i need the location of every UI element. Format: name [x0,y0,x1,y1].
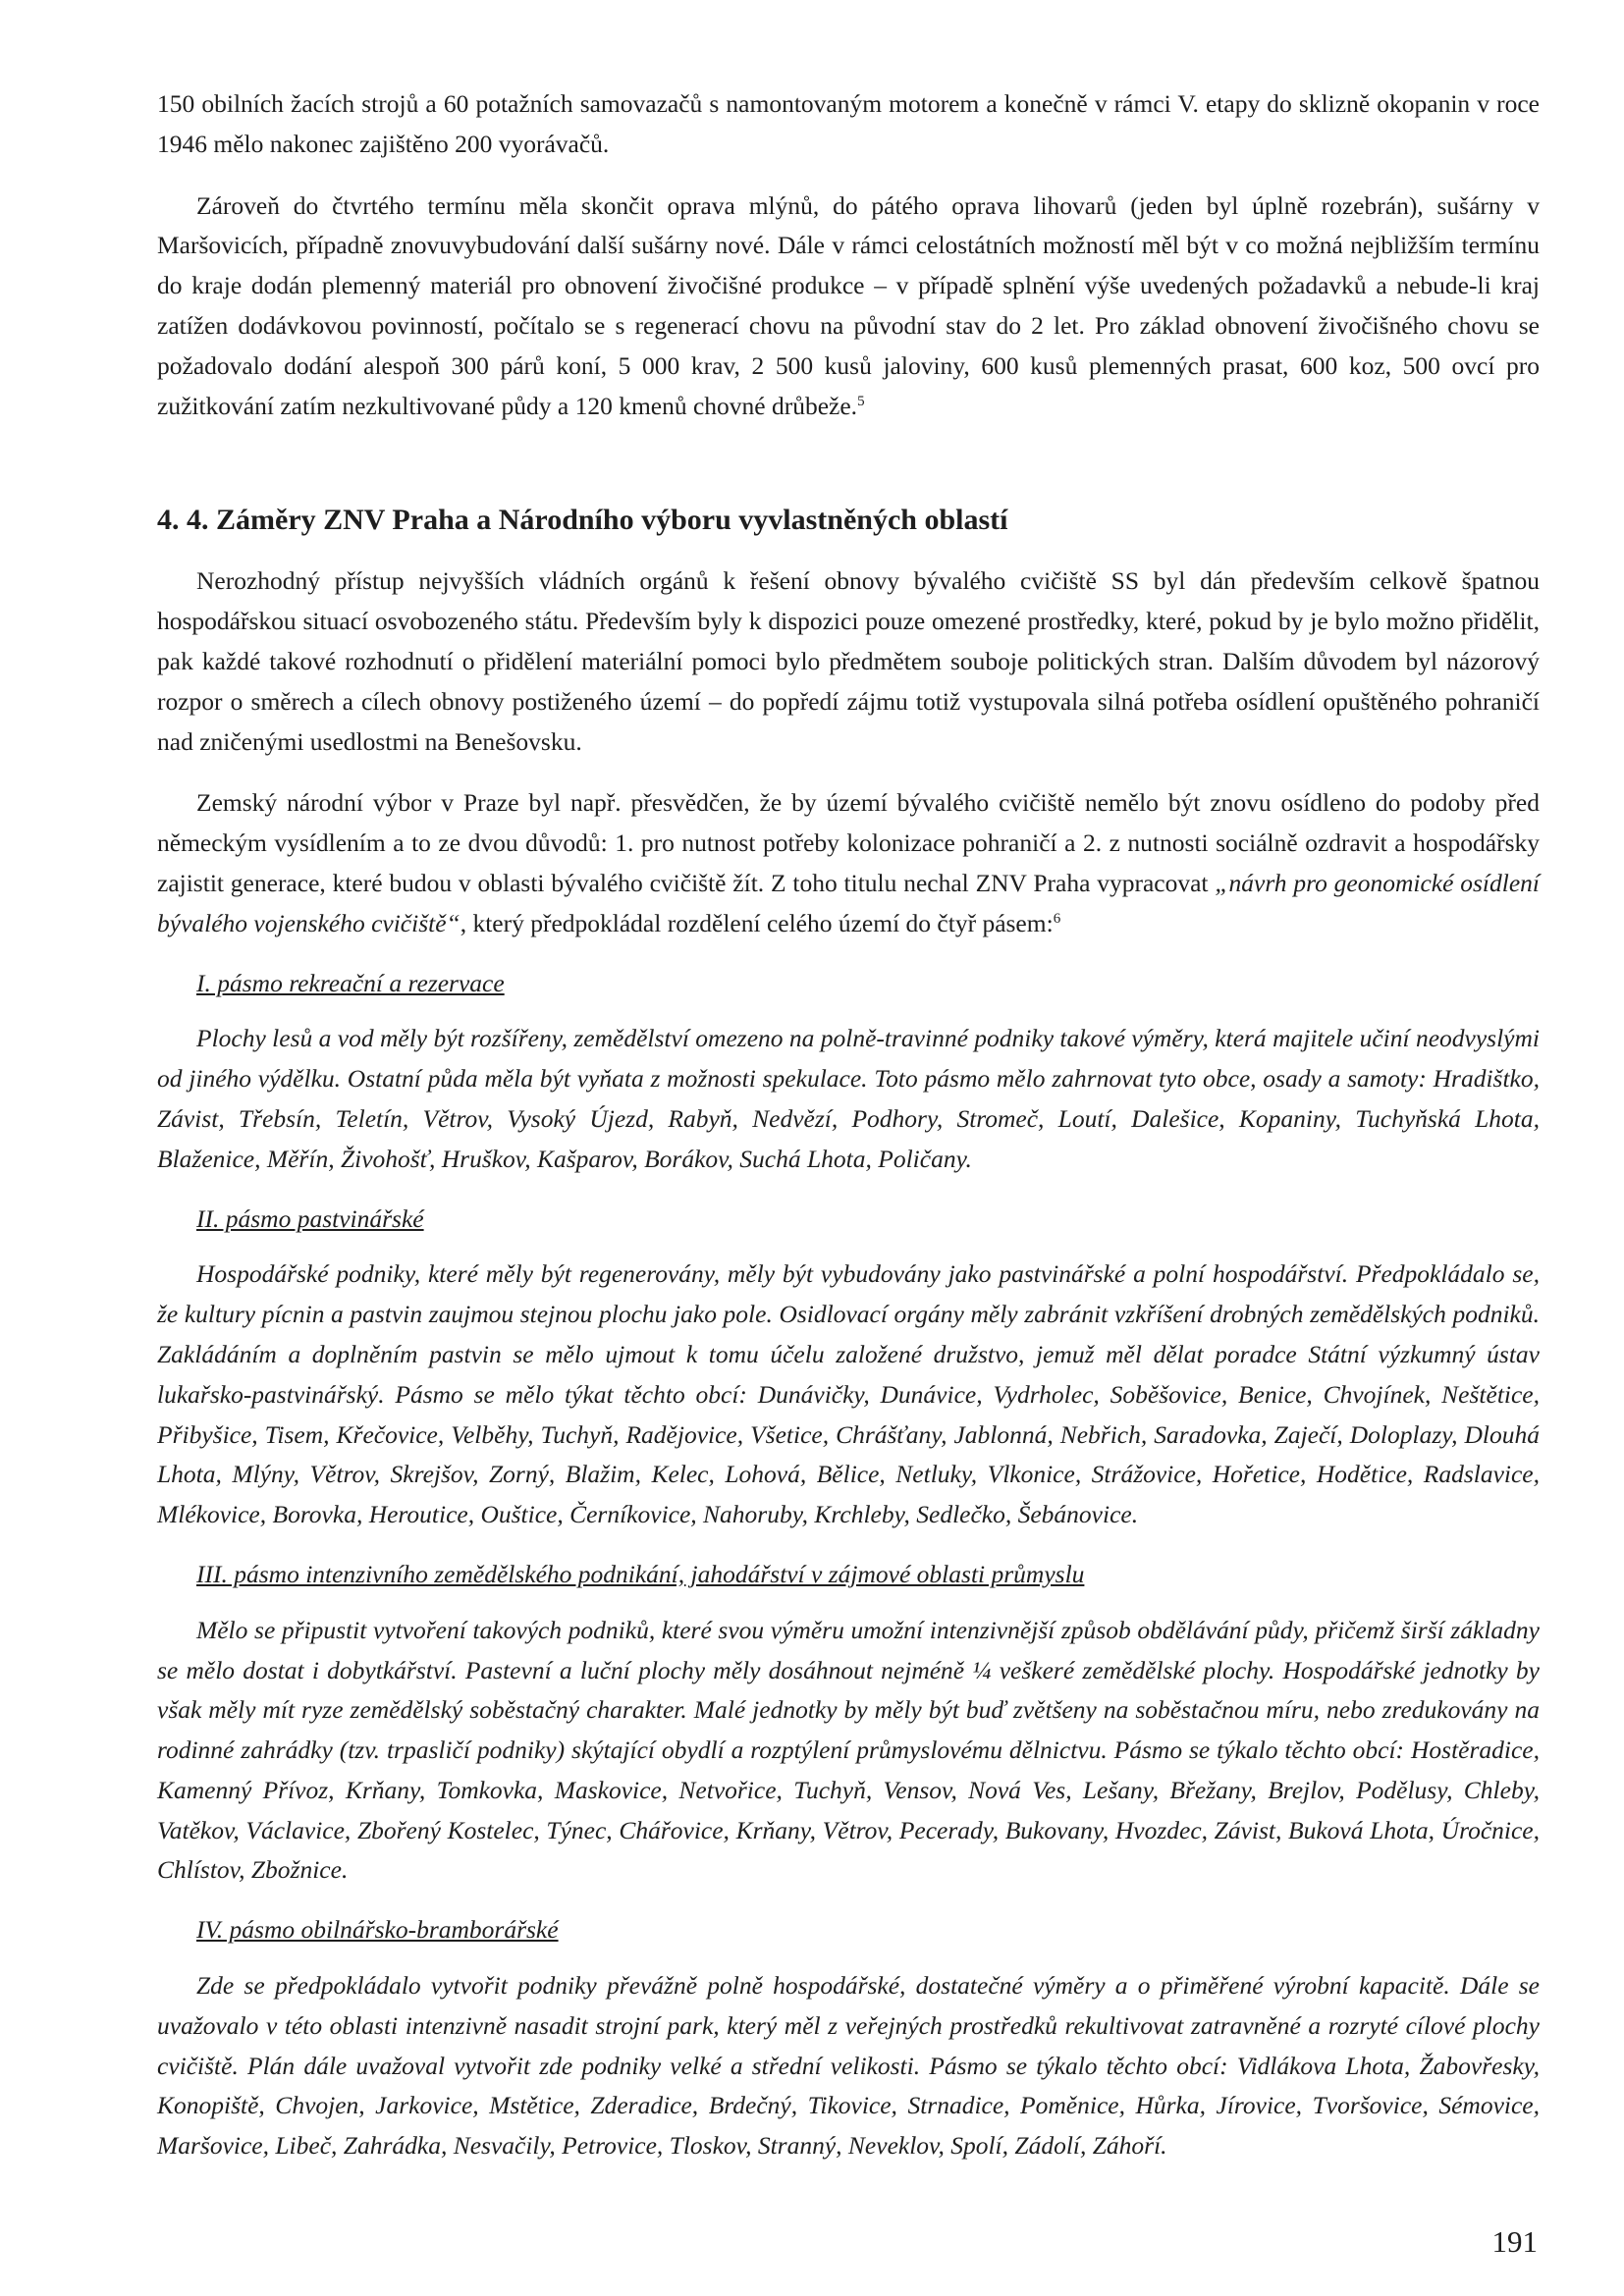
proposal-title: „návrh pro geonomické osídlení bývalého vojenského cvičiště“ [157,868,1540,937]
zone-text-3: Mělo se připustit vytvoření takových podniků, které svou výměru umožní intenzivnější způsob obdělávání půdy, přičemž širší základny se mělo dostat i dobytkářství. Pastevní a luční plochy měly dosáhnout nejméně ¼ veškeré zemědělské plochy. Hospodářské jednotky by však měly mít ryze zemědělský soběstačný charakter. Malé jednotky by měly být buď zvětšeny na soběstačnou míru, nebo zredukovány na rodinné zahrádky (tzv. trpasličí podniky) skýtající obydlí a rozptýlení průmyslovému dělnictvu. Pásmo se týkalo těchto obcí: Hostěradice, Kamenný Přívoz, Krňany, Tomkovka, Maskovice, Netvořice, Tuchyň, Vensov, Nová Ves, Lešany, Břežany, Brejlov, Podělusy, Chleby, Vatěkov, Václavice, Zbořený Kostelec, Týnec, Chářovice, Krňany, Větrov, Pecerady, Bukovany, Hvozdec, Závist, Buková Lhota, Úročnice, Chlístov, Zbožnice. [157,1615,1540,1885]
footnote-ref-5: 5 [857,393,865,409]
zone-title-1: I. pásmo rekreační a rezervace [196,968,505,997]
page-content [157,84,1540,2166]
paragraph-znv [157,783,1540,943]
zone-text-4: Zde se předpokládalo vytvořit podniky převážně polně hospodářské, dostatečné výměry a o přiměřené výrobní kapacitě. Dále se uvažovalo v této oblasti intenzivně nasadit strojní park, který měl z veřejných prostředků rekultivovat zatravněné a rozryté cílové plochy cvičiště. Plán dále uvažoval vytvořit zde podniky velké a střední velikosti. Pásmo se týkalo těchto obcí: Vidlákova Lhota, Žabovřesky, Konopiště, Chvojen, Jarkovice, Mstětice, Zderadice, Brdečný, Tikovice, Strnadice, Poměnice, Hůrka, Jírovice, Tvoršovice, Sémovice, Maršovice, Libeč, Zahrádka, Nesvačily, Petrovice, Tloskov, Stranný, Neveklov, Spolí, Zádolí, Záhoří. [157,1971,1540,2161]
paragraph-approach: Nerozhodný přístup nejvyšších vládních orgánů k řešení obnovy bývalého cvičiště SS byl dán především celkově špatnou hospodářskou situací osvobozeného státu. Především byly k dispozici pouze omezené prostředky, které, pokud by je bylo možno přidělit, pak každé takové rozhodnutí o přidělení materiální pomoci bylo předmětem souboje politických stran. Dalším důvodem byl názorový rozpor o směrech a cílech obnovy postiženého území – do popředí zájmu totiž vystupovala silná potřeba osídlení opuštěného pohraničí nad zničenými usedlostmi na Benešovsku. [157,566,1540,756]
section-heading: 4. 4. Záměry ZNV Praha a Národního výboru vyvlastněných oblastí [157,504,1008,537]
paragraph-znv-text: Zemský národní výbor v Praze byl např. přesvědčen, že by území bývalého cvičiště nemělo být znovu osídleno do podoby před německým vysídlením a to ze dvou důvodů: 1. pro nutnost potřeby kolonizace pohraničí a 2. z nutnosti sociálně ozdravit a hospodářsky zajistit generace, které budou v oblasti bývalého cvičiště žít. Z toho titulu nechal ZNV Praha vypracovat [157,788,1540,897]
zone-text-1: Plochy lesů a vod měly být rozšířeny, zemědělství omezeno na polně-travinné podniky takové výměry, která majitele učiní neodvyslými od jiného výdělku. Ostatní půda měla být vyňata z možnosti spekulace. Toto pásmo mělo zahrnovat tyto obce, osady a samoty: Hradištko, Závist, Třebsín, Teletín, Větrov, Vysoký Újezd, Rabyň, Nedvězí, Podhory, Stromeč, Loutí, Dalešice, Kopaniny, Tuchyňská Lhota, Blaženice, Měřín, Živohošť, Hruškov, Kašparov, Borákov, Suchá Lhota, Poličany. [157,1024,1540,1173]
footnote-ref-6: 6 [1053,910,1061,927]
paragraph-continuation: 150 obilních žacích strojů a 60 potažních samovazačů s namontovaným motorem a konečně v rámci V. etapy do sklizně okopanin v roce 1946 mělo nakonec zajištěno 200 vyorávačů. [157,89,1540,158]
paragraph-znv-end: , který předpokládal rozdělení celého území do čtyř pásem: [460,908,1054,937]
zone-title-3: III. pásmo intenzivního zemědělského podnikání, jahodářství v zájmové oblasti průmyslu [196,1559,1085,1588]
paragraph-repairs [157,187,1540,427]
page-number: 191 [1491,2224,1538,2259]
zone-title-4: IV. pásmo obilnářsko-bramborářské [196,1915,559,1945]
zone-text-2: Hospodářské podniky, které měly být regenerovány, měly být vybudovány jako pastvinářské a polní hospodářství. Předpokládalo se, že kultury pícnin a pastvin zaujmou stejnou plochu jako pole. Osidlovací orgány měly zabránit vzkříšení drobných zemědělských podniků. Zakládáním a doplněním pastvin se mělo ujmout k tomu účelu založené družstvo, jemuž měl dělat poradce Státní výzkumný ústav lukařsko-pastvinářský. Pásmo se mělo týkat těchto obcí: Dunávičky, Dunávice, Vydrholec, Soběšovice, Benice, Chvojínek, Neštětice, Přibyšice, Tisem, Křečovice, Velběhy, Tuchyň, Radějovice, Všetice, Chrášťany, Jablonná, Nebřich, Saradovka, Zaječí, Doloplazy, Dlouhá Lhota, Mlýny, Větrov, Skrejšov, Zorný, Blažim, Kelec, Lohová, Bělice, Netluky, Vlkonice, Strážovice, Hořetice, Hodětice, Radslavice, Mlékovice, Borovka, Heroutice, Ouštice, Černíkovice, Nahoruby, Krchleby, Sedlečko, Šebánovice. [157,1259,1540,1529]
paragraph-repairs-text: Zároveň do čtvrtého termínu měla skončit oprava mlýnů, do pátého oprava lihovarů (jeden byl úplně rozebrán), sušárny v Maršovicích, případně znovuvybudování další sušárny nové. Dále v rámci celostátních možností měl být v co možná nejbližším termínu do kraje dodán plemenný materiál pro obnovení živočišné produkce – v případě splnění výše uvedených požadavků a nebude-li kraj zatížen dodávkovou povinností, počítalo se s regenerací chovu na původní stav do 2 let. Pro základ obnovení živočišného chovu se požadovalo dodání alespoň 300 párů koní, 5 000 krav, 2 500 kusů jaloviny, 600 kusů plemenných prasat, 600 koz, 500 ovcí pro zužitkování zatím nezkultivované půdy a 120 kmenů chovné drůbeže. [157,190,1540,420]
zone-title-2: II. pásmo pastvinářské [196,1203,424,1233]
